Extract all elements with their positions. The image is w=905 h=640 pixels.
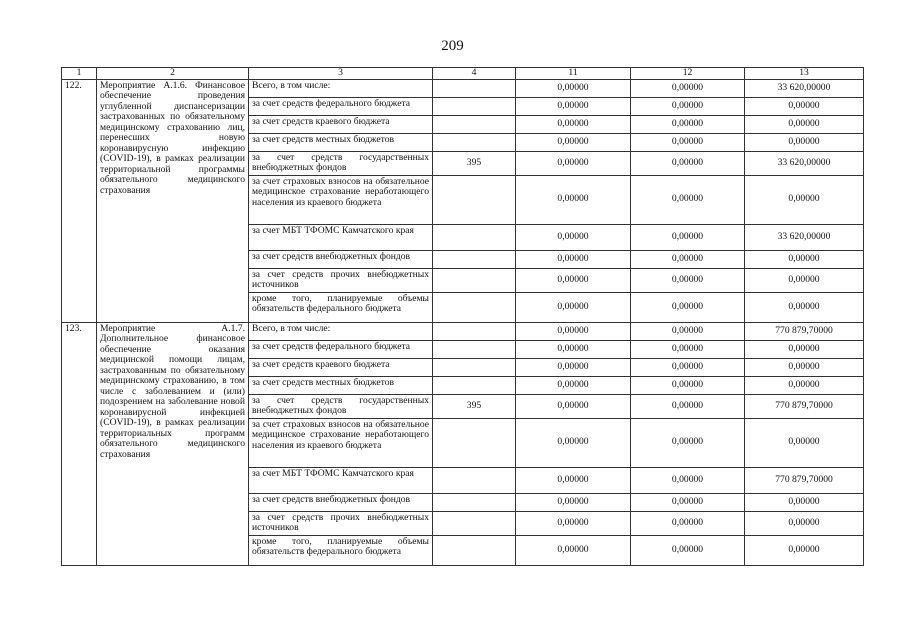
value-col-13: 33 620,00000 bbox=[745, 224, 864, 250]
entry-name: Мероприятие А.1.6. Финансовое обеспечение проведения углубленной диспансеризации застрахованных по обязательному медицинскому страхованию лиц, перенесших новую коронавирусную инфекцию (COVID-19), в рамках реализации территориальной программы обязательного медицинского страхования bbox=[97, 79, 249, 322]
value-col-12: 0,00000 bbox=[631, 358, 745, 376]
page-number: 209 bbox=[441, 38, 464, 54]
value-col-13: 0,00000 bbox=[745, 340, 864, 358]
value-col-11: 0,00000 bbox=[516, 151, 631, 175]
funding-source: за счет средств краевого бюджета bbox=[249, 358, 433, 376]
value-col-13: 0,00000 bbox=[745, 133, 864, 151]
value-col-13: 770 879,70000 bbox=[745, 467, 864, 493]
value-col-11: 0,00000 bbox=[516, 175, 631, 224]
budget-table bbox=[61, 67, 864, 566]
entry-number: 123. bbox=[62, 322, 97, 565]
value-col-12: 0,00000 bbox=[631, 511, 745, 535]
value-col-13: 0,00000 bbox=[745, 493, 864, 511]
value-col-13: 0,00000 bbox=[745, 511, 864, 535]
value-col-12: 0,00000 bbox=[631, 340, 745, 358]
funding-source: за счет средств местных бюджетов bbox=[249, 133, 433, 151]
funding-source: за счет страховых взносов на обязательное медицинское страхование неработающего населения из краевого бюджета bbox=[249, 418, 433, 467]
header-row bbox=[62, 68, 864, 80]
budget-code bbox=[433, 511, 516, 535]
budget-code bbox=[433, 467, 516, 493]
budget-code bbox=[433, 376, 516, 394]
budget-code bbox=[433, 79, 516, 97]
value-col-12: 0,00000 bbox=[631, 493, 745, 511]
funding-source: кроме того, планируемые объемы обязательств федерального бюджета bbox=[249, 292, 433, 322]
value-col-11: 0,00000 bbox=[516, 340, 631, 358]
value-col-12: 0,00000 bbox=[631, 115, 745, 133]
column-header: 2 bbox=[97, 68, 249, 80]
budget-code bbox=[433, 340, 516, 358]
funding-source: за счет МБТ ТФОМС Камчатского края bbox=[249, 224, 433, 250]
budget-code bbox=[433, 358, 516, 376]
value-col-11: 0,00000 bbox=[516, 358, 631, 376]
budget-code bbox=[433, 97, 516, 115]
funding-source: за счет средств прочих внебюджетных источников bbox=[249, 268, 433, 292]
value-col-11: 0,00000 bbox=[516, 292, 631, 322]
budget-code bbox=[433, 535, 516, 565]
column-header: 1 bbox=[62, 68, 97, 80]
column-header: 3 bbox=[249, 68, 433, 80]
column-header: 12 bbox=[631, 68, 745, 80]
value-col-11: 0,00000 bbox=[516, 493, 631, 511]
budget-code bbox=[433, 493, 516, 511]
value-col-12: 0,00000 bbox=[631, 224, 745, 250]
value-col-12: 0,00000 bbox=[631, 250, 745, 268]
value-col-12: 0,00000 bbox=[631, 418, 745, 467]
value-col-13: 0,00000 bbox=[745, 535, 864, 565]
budget-code: 395 bbox=[433, 394, 516, 418]
budget-code bbox=[433, 115, 516, 133]
value-col-13: 33 620,00000 bbox=[745, 79, 864, 97]
funding-source: за счет средств федерального бюджета bbox=[249, 340, 433, 358]
value-col-13: 0,00000 bbox=[745, 358, 864, 376]
funding-source: за счет средств прочих внебюджетных источников bbox=[249, 511, 433, 535]
value-col-12: 0,00000 bbox=[631, 79, 745, 97]
budget-code bbox=[433, 322, 516, 340]
funding-source: Всего, в том числе: bbox=[249, 322, 433, 340]
value-col-11: 0,00000 bbox=[516, 268, 631, 292]
budget-code bbox=[433, 268, 516, 292]
funding-source: за счет страховых взносов на обязательное медицинское страхование неработающего населения из краевого бюджета bbox=[249, 175, 433, 224]
value-col-11: 0,00000 bbox=[516, 511, 631, 535]
entry-name: Мероприятие А.1.7. Дополнительное финансовое обеспечение оказания медицинской помощи лицам, застрахованным по обязательному медицинскому страхованию, в том числе с заболеванием и (или) подозрением на заболевание новой коронавирусной инфекцией (COVID-19), в рамках реализации территориальных программ обязательного медицинского страхования bbox=[97, 322, 249, 565]
value-col-12: 0,00000 bbox=[631, 467, 745, 493]
table-row bbox=[62, 79, 864, 97]
value-col-13: 770 879,70000 bbox=[745, 394, 864, 418]
value-col-13: 0,00000 bbox=[745, 115, 864, 133]
value-col-12: 0,00000 bbox=[631, 535, 745, 565]
funding-source: за счет средств государственных внебюджетных фондов bbox=[249, 151, 433, 175]
column-header: 11 bbox=[516, 68, 631, 80]
value-col-13: 33 620,00000 bbox=[745, 151, 864, 175]
value-col-13: 0,00000 bbox=[745, 292, 864, 322]
value-col-11: 0,00000 bbox=[516, 224, 631, 250]
value-col-13: 0,00000 bbox=[745, 97, 864, 115]
funding-source: Всего, в том числе: bbox=[249, 79, 433, 97]
budget-code bbox=[433, 292, 516, 322]
value-col-11: 0,00000 bbox=[516, 394, 631, 418]
value-col-12: 0,00000 bbox=[631, 394, 745, 418]
budget-code bbox=[433, 133, 516, 151]
value-col-13: 770 879,70000 bbox=[745, 322, 864, 340]
budget-code bbox=[433, 175, 516, 224]
value-col-11: 0,00000 bbox=[516, 467, 631, 493]
value-col-13: 0,00000 bbox=[745, 175, 864, 224]
funding-source: за счет средств местных бюджетов bbox=[249, 376, 433, 394]
column-header: 13 bbox=[745, 68, 864, 80]
budget-code bbox=[433, 418, 516, 467]
value-col-11: 0,00000 bbox=[516, 418, 631, 467]
table-row bbox=[62, 322, 864, 340]
value-col-11: 0,00000 bbox=[516, 97, 631, 115]
budget-code bbox=[433, 250, 516, 268]
column-header: 4 bbox=[433, 68, 516, 80]
value-col-13: 0,00000 bbox=[745, 376, 864, 394]
value-col-11: 0,00000 bbox=[516, 250, 631, 268]
value-col-12: 0,00000 bbox=[631, 376, 745, 394]
value-col-12: 0,00000 bbox=[631, 322, 745, 340]
value-col-11: 0,00000 bbox=[516, 376, 631, 394]
value-col-12: 0,00000 bbox=[631, 97, 745, 115]
value-col-11: 0,00000 bbox=[516, 79, 631, 97]
value-col-12: 0,00000 bbox=[631, 133, 745, 151]
value-col-13: 0,00000 bbox=[745, 418, 864, 467]
entry-number: 122. bbox=[62, 79, 97, 322]
budget-code bbox=[433, 224, 516, 250]
value-col-12: 0,00000 bbox=[631, 292, 745, 322]
funding-source: за счет МБТ ТФОМС Камчатского края bbox=[249, 467, 433, 493]
value-col-13: 0,00000 bbox=[745, 268, 864, 292]
value-col-11: 0,00000 bbox=[516, 115, 631, 133]
value-col-12: 0,00000 bbox=[631, 268, 745, 292]
funding-source: за счет средств краевого бюджета bbox=[249, 115, 433, 133]
budget-code: 395 bbox=[433, 151, 516, 175]
value-col-13: 0,00000 bbox=[745, 250, 864, 268]
value-col-11: 0,00000 bbox=[516, 535, 631, 565]
value-col-11: 0,00000 bbox=[516, 322, 631, 340]
funding-source: за счет средств федерального бюджета bbox=[249, 97, 433, 115]
funding-source: кроме того, планируемые объемы обязательств федерального бюджета bbox=[249, 535, 433, 565]
value-col-12: 0,00000 bbox=[631, 175, 745, 224]
funding-source: за счет средств государственных внебюджетных фондов bbox=[249, 394, 433, 418]
value-col-12: 0,00000 bbox=[631, 151, 745, 175]
value-col-11: 0,00000 bbox=[516, 133, 631, 151]
funding-source: за счет средств внебюджетных фондов bbox=[249, 250, 433, 268]
funding-source: за счет средств внебюджетных фондов bbox=[249, 493, 433, 511]
